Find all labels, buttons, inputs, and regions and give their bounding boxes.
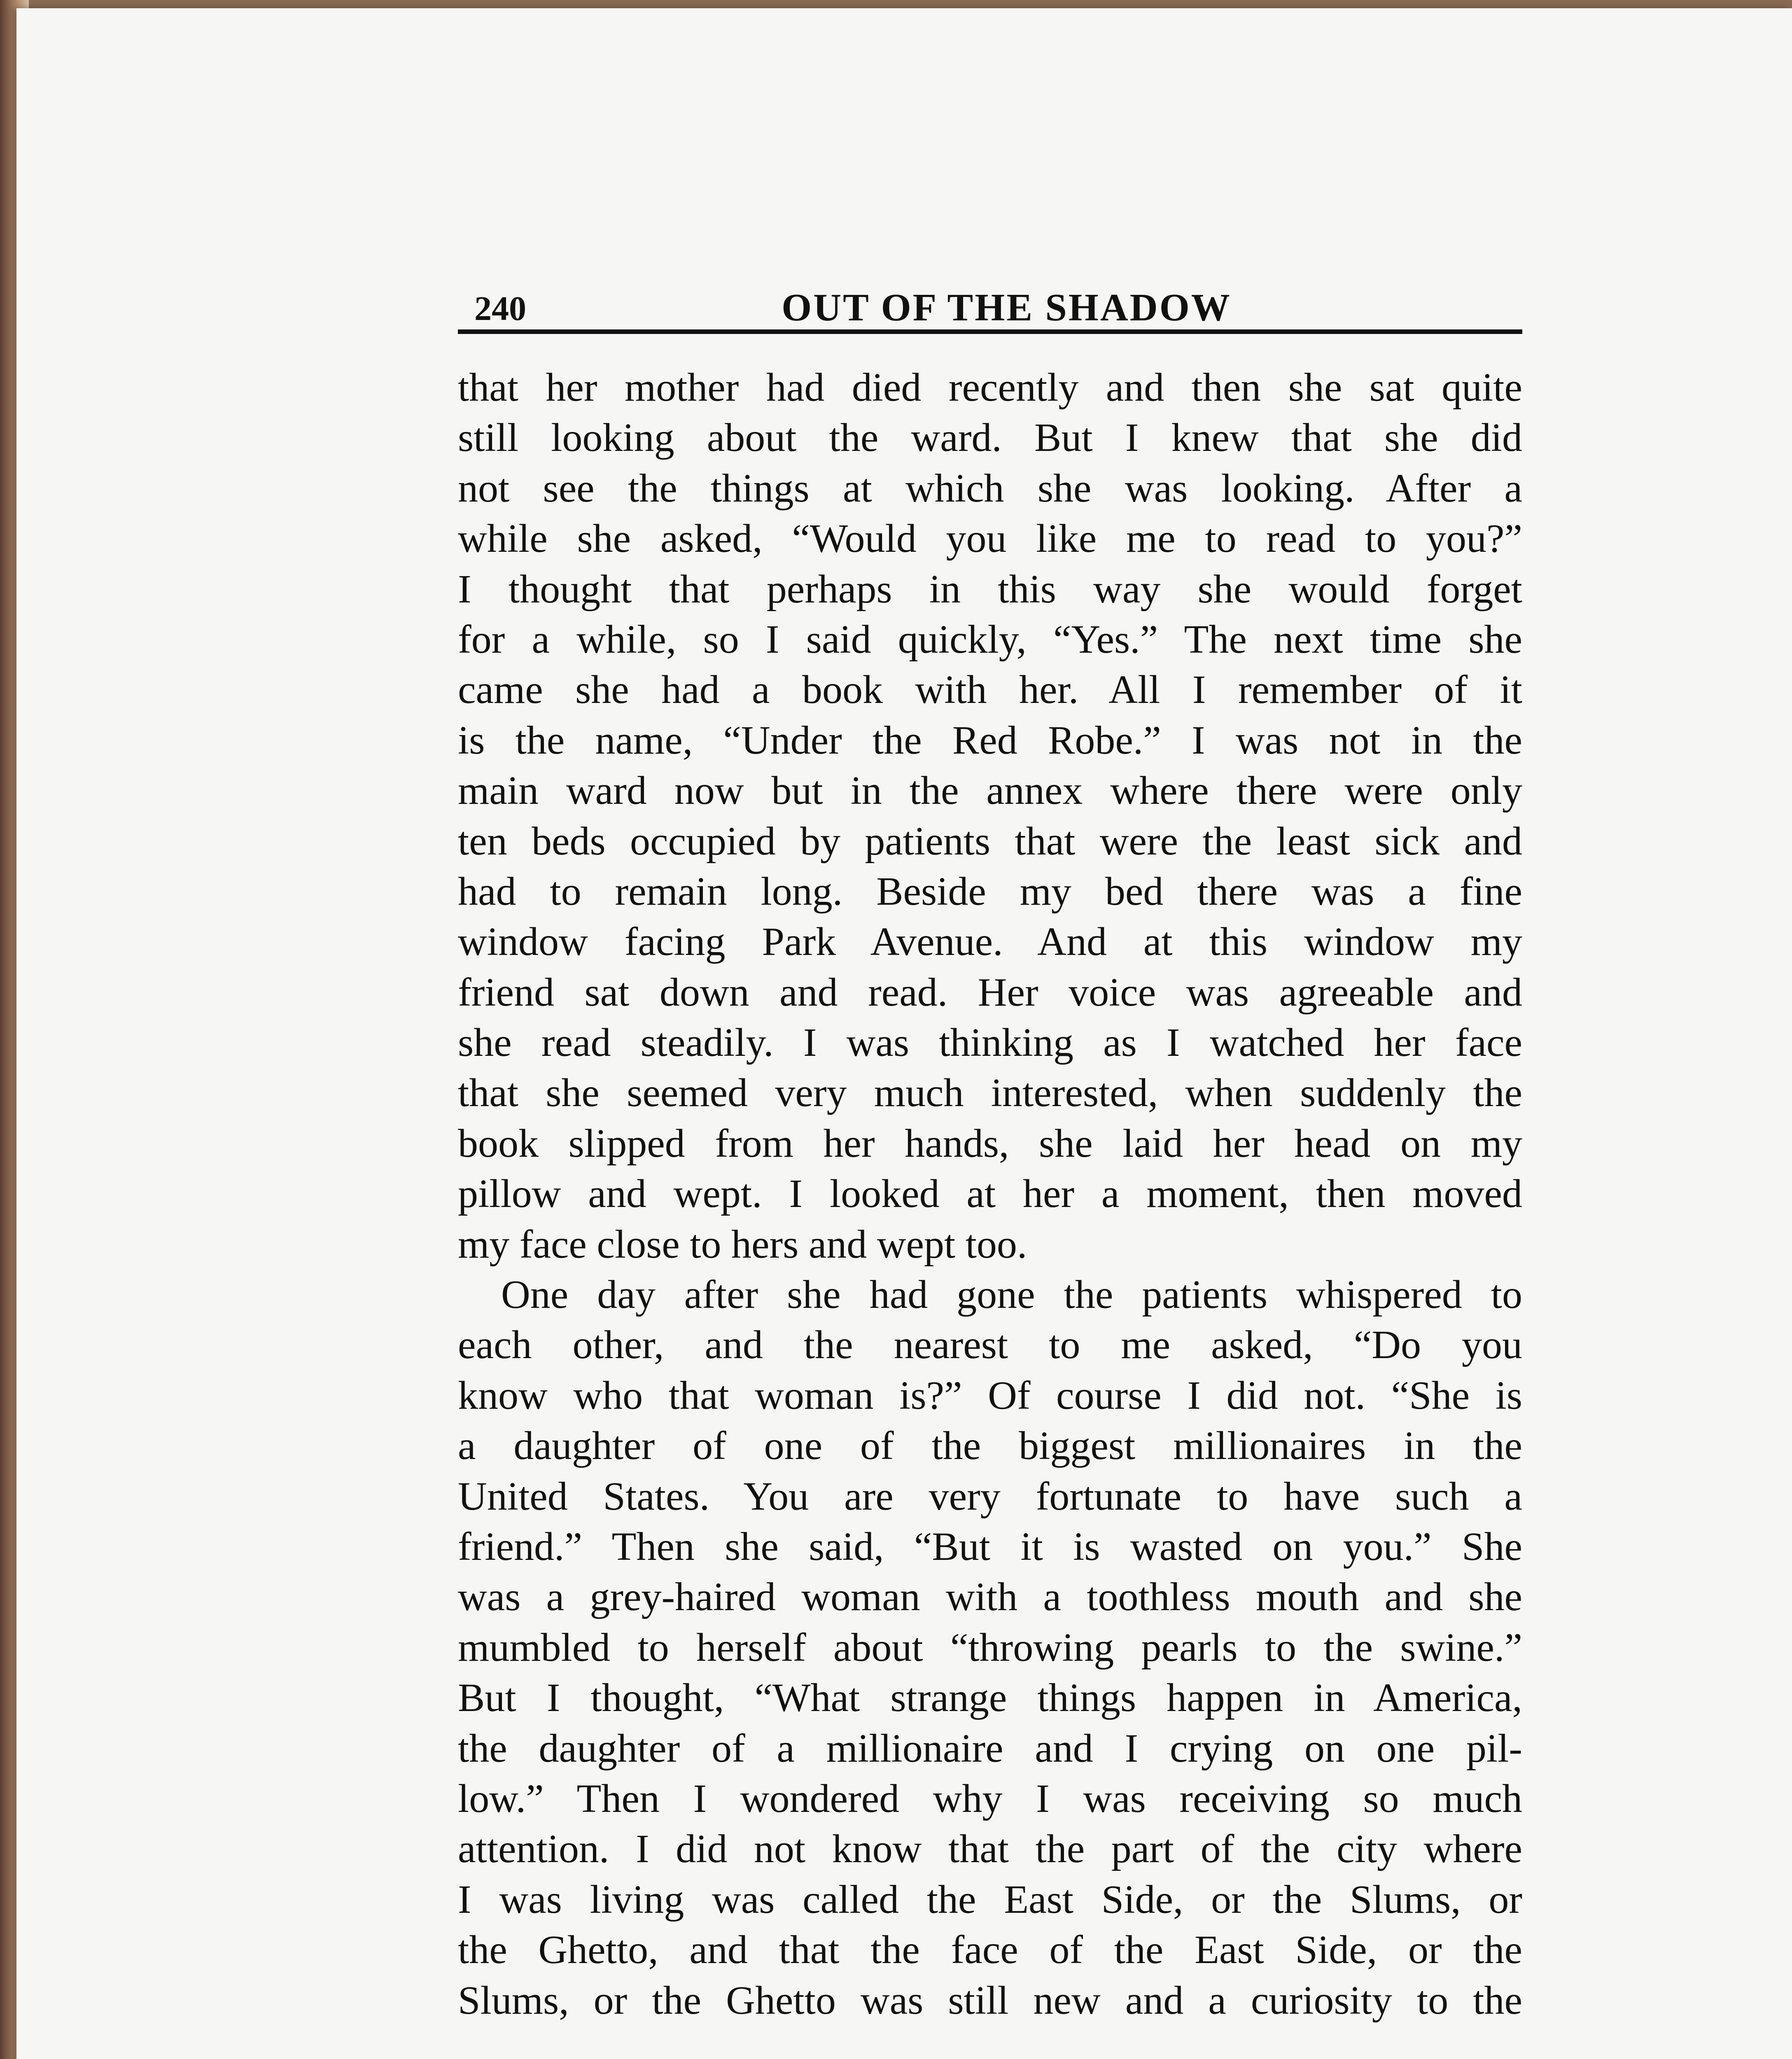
text-line: each other, and the nearest to me asked, “Do you: [458, 1323, 1522, 1368]
text-line: a daughter of one of the biggest millionaires in the: [458, 1424, 1522, 1468]
text-line: came she had a book with her. All I remember of it: [458, 668, 1522, 712]
text-line: know who that woman is?” Of course I did not. “She is: [458, 1373, 1522, 1418]
text-line: United States. You are very fortunate to have such a: [458, 1474, 1522, 1519]
body-text: [458, 362, 1522, 2026]
page-title: OUT OF THE SHADOW: [782, 286, 1232, 329]
text-line: attention. I did not know that the part of the city where: [458, 1827, 1522, 1872]
text-line: book slipped from her hands, she laid her head on my: [458, 1121, 1522, 1166]
text-line: Slums, or the Ghetto was still new and a curiosity to the: [458, 1978, 1522, 2023]
text-line: One day after she had gone the patients whispered to: [501, 1272, 1522, 1317]
text-line: friend sat down and read. Her voice was agreeable and: [458, 970, 1522, 1015]
text-line: that she seemed very much interested, when suddenly the: [458, 1071, 1522, 1116]
page-number: 240: [474, 289, 526, 328]
header-rule: [458, 329, 1522, 334]
text-line: for a while, so I said quickly, “Yes.” The next time she: [458, 617, 1522, 662]
text-line: my face close to hers and wept too.: [458, 1222, 1027, 1267]
text-line: main ward now but in the annex where there were only: [458, 768, 1522, 813]
text-line: not see the things at which she was looking. After a: [458, 466, 1522, 511]
text-line: ten beds occupied by patients that were the least sick and: [458, 819, 1522, 864]
text-line: was a grey-haired woman with a toothless mouth and she: [458, 1575, 1522, 1620]
text-line: But I thought, “What strange things happen in America,: [458, 1676, 1522, 1721]
text-line: that her mother had died recently and then she sat quite: [458, 365, 1522, 410]
text-line: I thought that perhaps in this way she would forget: [458, 567, 1522, 612]
text-line: window facing Park Avenue. And at this window my: [458, 920, 1522, 964]
text-line: is the name, “Under the Red Robe.” I was not in the: [458, 718, 1522, 763]
text-line: mumbled to herself about “throwing pearls to the swine.”: [458, 1625, 1522, 1670]
text-line: friend.” Then she said, “But it is wasted on you.” She: [458, 1524, 1522, 1569]
text-line: had to remain long. Beside my bed there was a fine: [458, 869, 1522, 914]
text-line: still looking about the ward. But I knew that she did: [458, 416, 1522, 460]
text-line: pillow and wept. I looked at her a moment, then moved: [458, 1172, 1522, 1216]
text-line: the Ghetto, and that the face of the East Side, or the: [458, 1928, 1522, 1973]
text-line: I was living was called the East Side, or the Slums, or: [458, 1877, 1522, 1922]
text-line: while she asked, “Would you like me to read to you?”: [458, 516, 1522, 561]
text-line: low.” Then I wondered why I was receiving so much: [458, 1776, 1522, 1821]
text-line: the daughter of a millionaire and I crying on one pil-: [458, 1726, 1522, 1771]
text-line: she read steadily. I was thinking as I watched her face: [458, 1020, 1522, 1065]
